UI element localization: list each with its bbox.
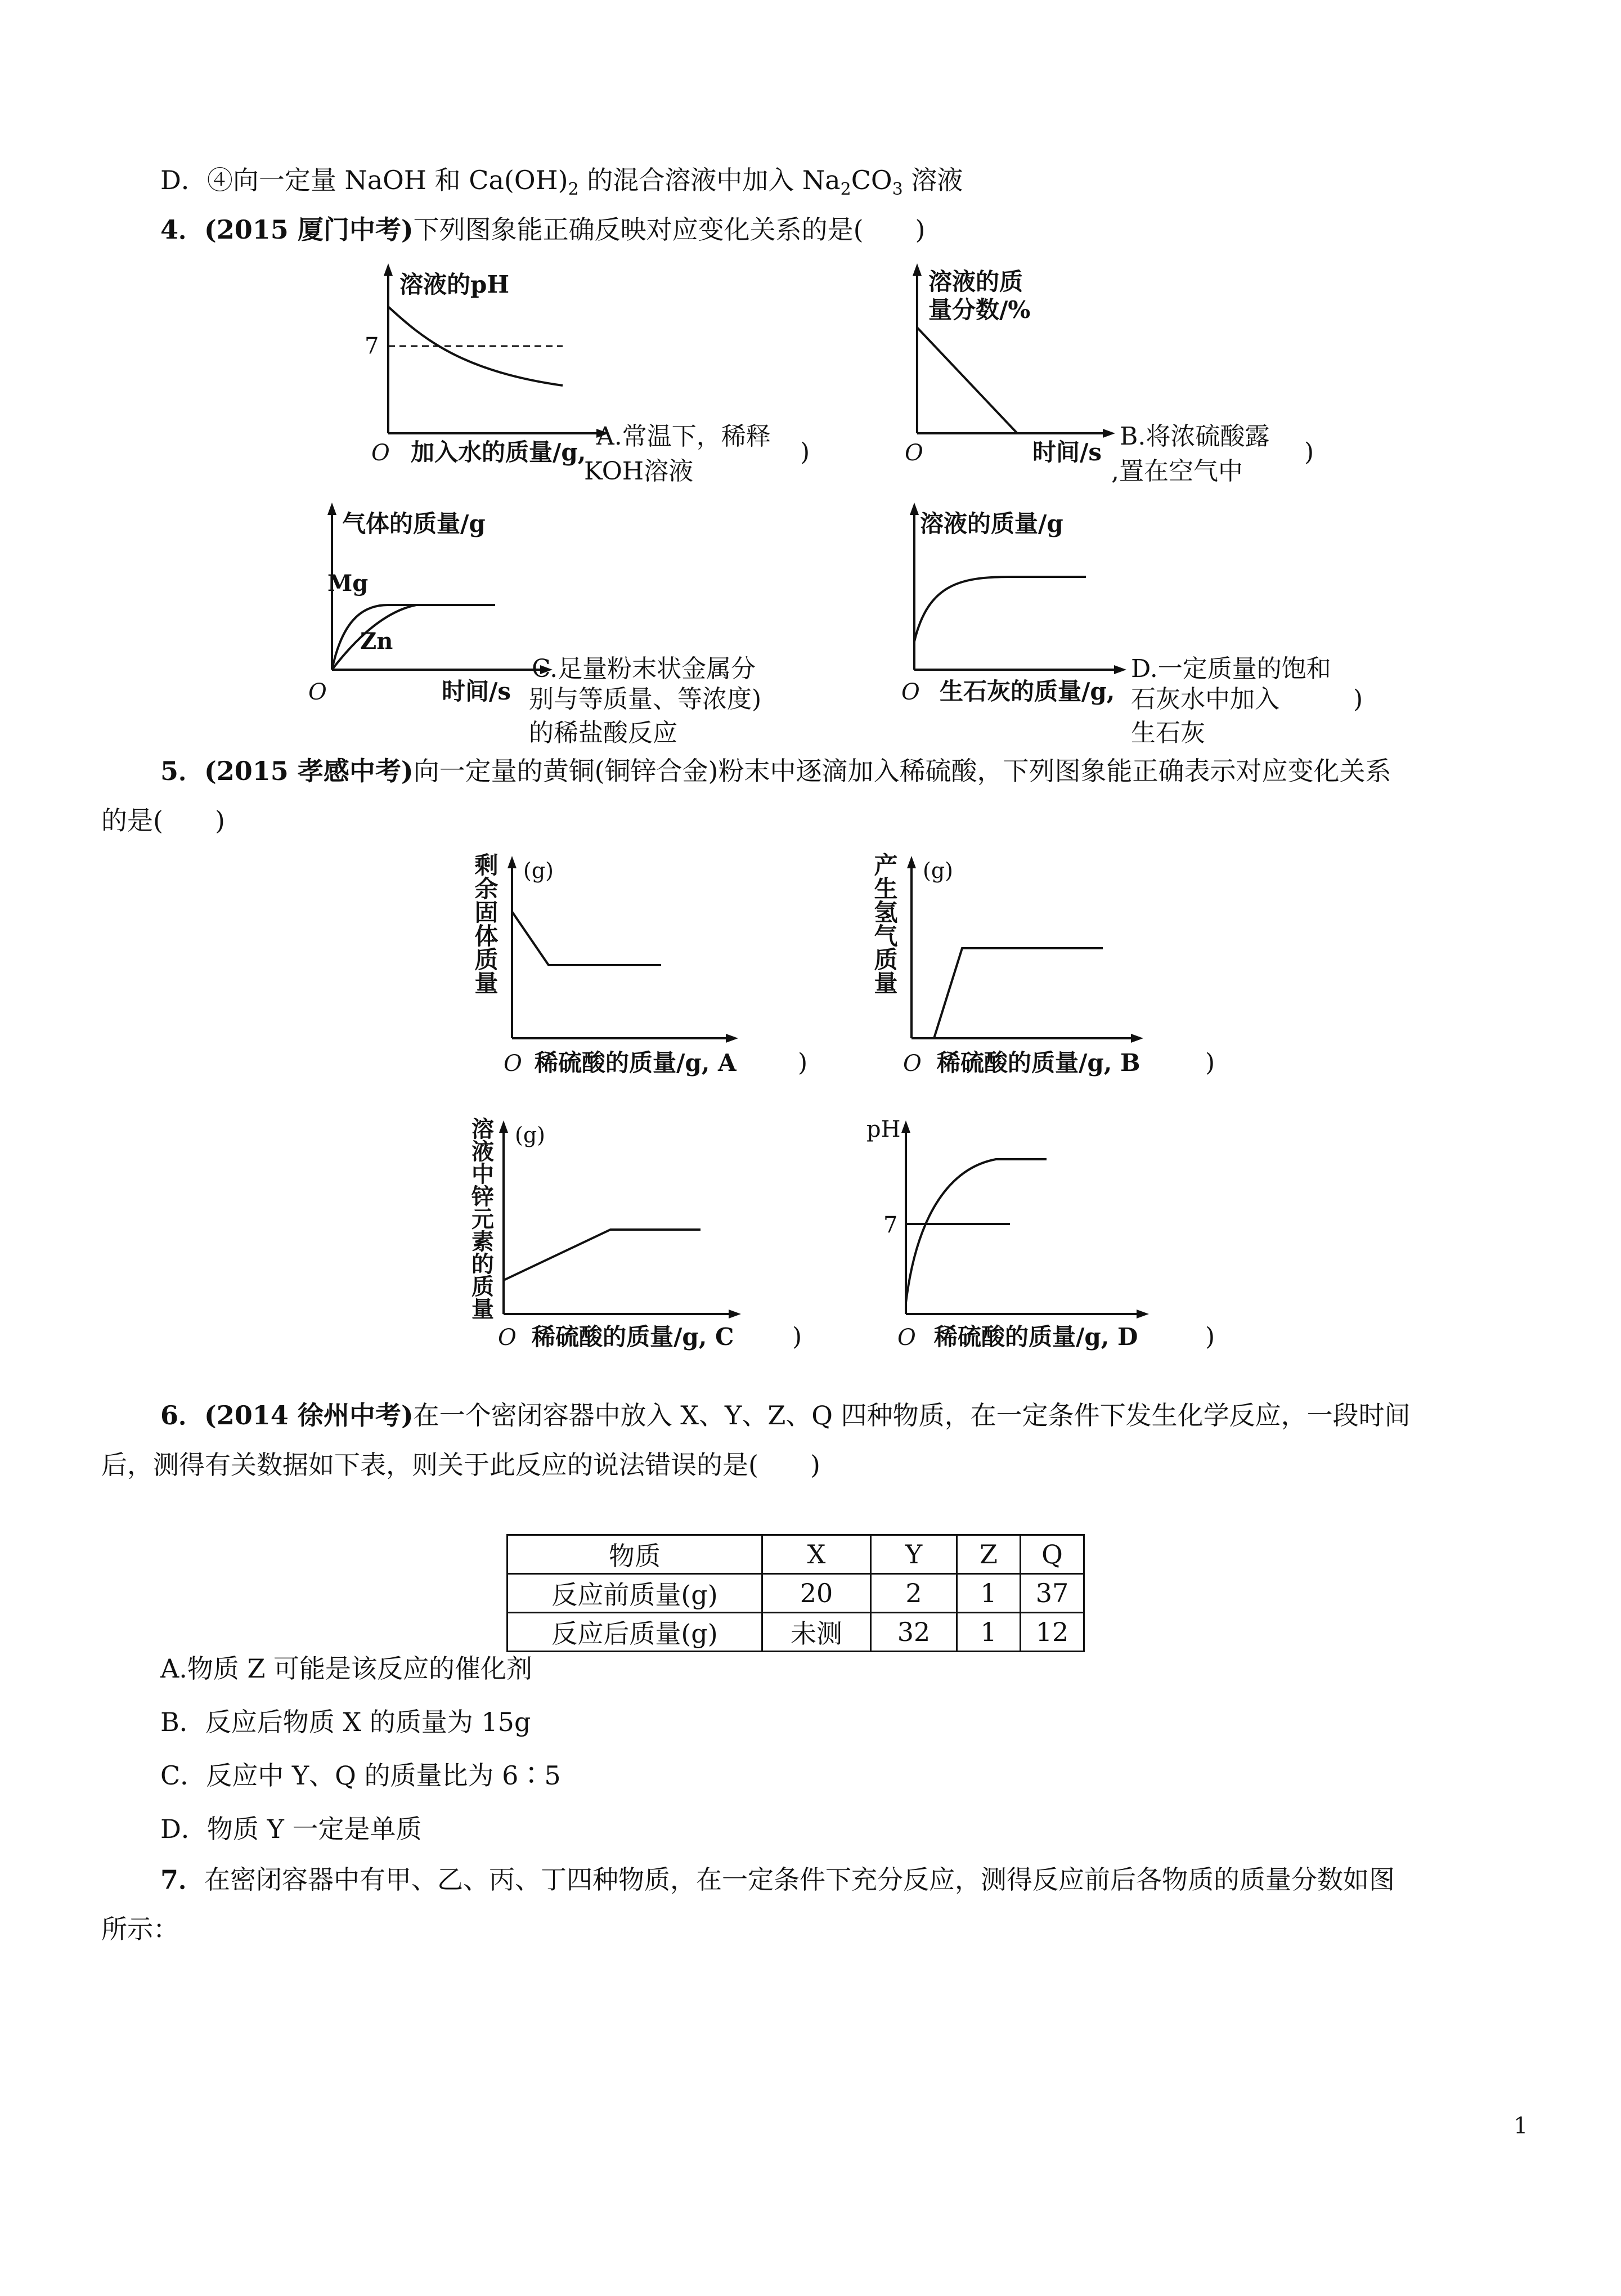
x-arrow (1137, 1310, 1149, 1319)
q6-option-b: B．反应后物质 X 的质量为 15g (160, 1707, 531, 1737)
q4-graph-a (360, 259, 866, 495)
x-label: 时间/s (442, 678, 511, 705)
zn-label: Zn (360, 628, 393, 654)
tick-7: 7 (883, 1212, 898, 1238)
solid-mass-line (512, 912, 661, 965)
q5-graph-b (861, 847, 1255, 1095)
q6-option-d: D．物质 Y 一定是单质 (160, 1814, 422, 1844)
q4-graph-d (883, 498, 1390, 757)
unit-label: (g) (523, 858, 554, 883)
y-label: 剩余固体质量 (471, 853, 499, 994)
q6-stem-line2: 后，测得有关数据如下表，则关于此反应的说法错误的是( ) (101, 1450, 820, 1480)
caption-line1: A.常温下，稀释 (596, 422, 771, 451)
q6-option-c: C．反应中 Y、Q 的质量比为 6∶5 (160, 1760, 561, 1791)
table-cell: 反应前质量(g) (508, 1574, 762, 1613)
data-table (506, 1534, 1085, 1652)
y-label-1: 溶液的质 (928, 268, 1023, 295)
page-number: 1 (1514, 2113, 1528, 2139)
q4-graph-c (304, 498, 866, 757)
origin-label: O (498, 1325, 517, 1351)
y-arrow (384, 263, 393, 276)
y-arrow (327, 503, 336, 515)
x-arrow (1114, 665, 1126, 674)
origin-label: O (308, 679, 327, 705)
y-label-2: 量分数/% (928, 296, 1031, 324)
table-cell: X (762, 1535, 871, 1574)
tick-7: 7 (365, 333, 379, 359)
q7-stem-line2: 所示： (101, 1914, 179, 1944)
table-row (508, 1574, 1084, 1613)
x-label: 时间/s (1032, 438, 1102, 466)
x-arrow (726, 1034, 738, 1043)
q4-graph-b (889, 259, 1339, 495)
unit-label: (g) (515, 1123, 545, 1147)
table-cell: Z (957, 1535, 1021, 1574)
q5-stem-line1: 5．(2015 孝感中考)向一定量的黄铜(铜锌合金)粉末中逐滴加入稀硫酸，下列图象能正确表示对应变化关系 (160, 756, 1391, 786)
origin-label: O (897, 1325, 916, 1351)
table-cell: 反应后质量(g) (508, 1613, 762, 1652)
table-cell: 20 (762, 1574, 871, 1613)
x-label: 稀硫酸的质量/g, B (937, 1049, 1140, 1077)
table-header-row (508, 1535, 1084, 1574)
zinc-mass-line (504, 1230, 701, 1280)
caption-line1: C.足量粉末状金属分 (532, 654, 756, 683)
caption-line2: KOH溶液 (584, 457, 694, 486)
y-label: 气体的质量/g (342, 510, 486, 537)
y-arrow (508, 856, 517, 868)
x-label: 稀硫酸的质量/g, C (532, 1323, 734, 1351)
q7-stem-line1: 7．在密闭容器中有甲、乙、丙、丁四种物质，在一定条件下充分反应，测得反应前后各物质的质量分数如图 (160, 1864, 1395, 1895)
y-label: 溶液的质量/g (920, 510, 1063, 537)
table-row (508, 1613, 1084, 1652)
answer-paren: ) (1205, 1048, 1215, 1077)
answer-paren: ) (1353, 685, 1363, 714)
table-cell: Y (871, 1535, 957, 1574)
q6-option-a: A.物质 Z 可能是该反应的催化剂 (160, 1653, 533, 1684)
caption-line3: 的稀盐酸反应 (529, 719, 677, 747)
y-arrow (913, 263, 922, 276)
answer-paren: ) (1205, 1322, 1215, 1351)
caption-line2: ,置在空气中 (1111, 457, 1243, 486)
answer-paren: ) (1304, 438, 1314, 467)
y-label: pH (866, 1116, 901, 1142)
q5-graph-d (861, 1111, 1255, 1359)
caption-line1: B.将浓硫酸露 (1120, 422, 1270, 451)
y-label: 产生氢气质量 (870, 853, 899, 994)
table-cell: Q (1021, 1535, 1084, 1574)
answer-paren: ) (800, 438, 810, 467)
q3-option-d: D．④向一定量 NaOH 和 $Ca(OH)_2$ 的混合溶液中加入 $Na_2CO_3$ 溶液 (160, 165, 963, 200)
origin-label: O (905, 440, 923, 466)
table-cell: 2 (871, 1574, 957, 1613)
q6-stem-line1: 6．(2014 徐州中考)在一个密闭容器中放入 X、Y、Z、Q 四种物质，在一定条件下发生化学反应，一段时间 (160, 1400, 1411, 1430)
caption-line2: 别与等质量、等浓度) (529, 685, 762, 714)
x-arrow (1103, 429, 1115, 438)
table-cell: 32 (871, 1613, 957, 1652)
y-arrow (910, 503, 919, 515)
caption-line2: 石灰水中加入 (1131, 685, 1279, 714)
table-cell: 12 (1021, 1613, 1084, 1652)
caption-line1: D.一定质量的饱和 (1131, 654, 1331, 683)
ph-curve (906, 1159, 1047, 1303)
q5-graph-a (461, 847, 855, 1095)
q5-stem-line2: 的是( ) (101, 805, 225, 836)
q5-graph-c (461, 1111, 855, 1359)
origin-label: O (903, 1051, 922, 1077)
x-arrow (1131, 1034, 1143, 1043)
decreasing-line (917, 328, 1017, 433)
table-cell: 未测 (762, 1613, 871, 1652)
y-arrow (901, 1120, 910, 1133)
hydrogen-line (934, 948, 1103, 1038)
x-label: 稀硫酸的质量/g, D (934, 1323, 1138, 1351)
answer-paren: ) (792, 1322, 802, 1351)
x-label: 加入水的质量/g, (411, 438, 586, 466)
mg-curve (332, 605, 495, 670)
origin-label: O (901, 679, 920, 705)
table-cell: 1 (957, 1574, 1021, 1613)
table-cell: 1 (957, 1613, 1021, 1652)
y-arrow (499, 1120, 508, 1133)
unit-label: (g) (923, 858, 953, 883)
x-label: 稀硫酸的质量/g, A (535, 1049, 737, 1077)
table-cell: 37 (1021, 1574, 1084, 1613)
caption-line3: 生石灰 (1131, 719, 1205, 747)
origin-label: O (504, 1051, 522, 1077)
x-label: 生石灰的质量/g, (940, 678, 1115, 705)
answer-paren: ) (798, 1048, 808, 1077)
mg-label: Mg (327, 570, 369, 597)
y-label: 溶液中锌元素的质量 (468, 1117, 495, 1320)
mass-curve (914, 577, 1086, 642)
table-cell: 物质 (508, 1535, 762, 1574)
y-label: 溶液的pH (399, 271, 510, 298)
origin-label: O (371, 440, 390, 466)
x-arrow (729, 1310, 741, 1319)
q4-stem: 4．(2015 厦门中考)下列图象能正确反映对应变化关系的是( ) (160, 214, 926, 245)
y-arrow (907, 856, 916, 868)
